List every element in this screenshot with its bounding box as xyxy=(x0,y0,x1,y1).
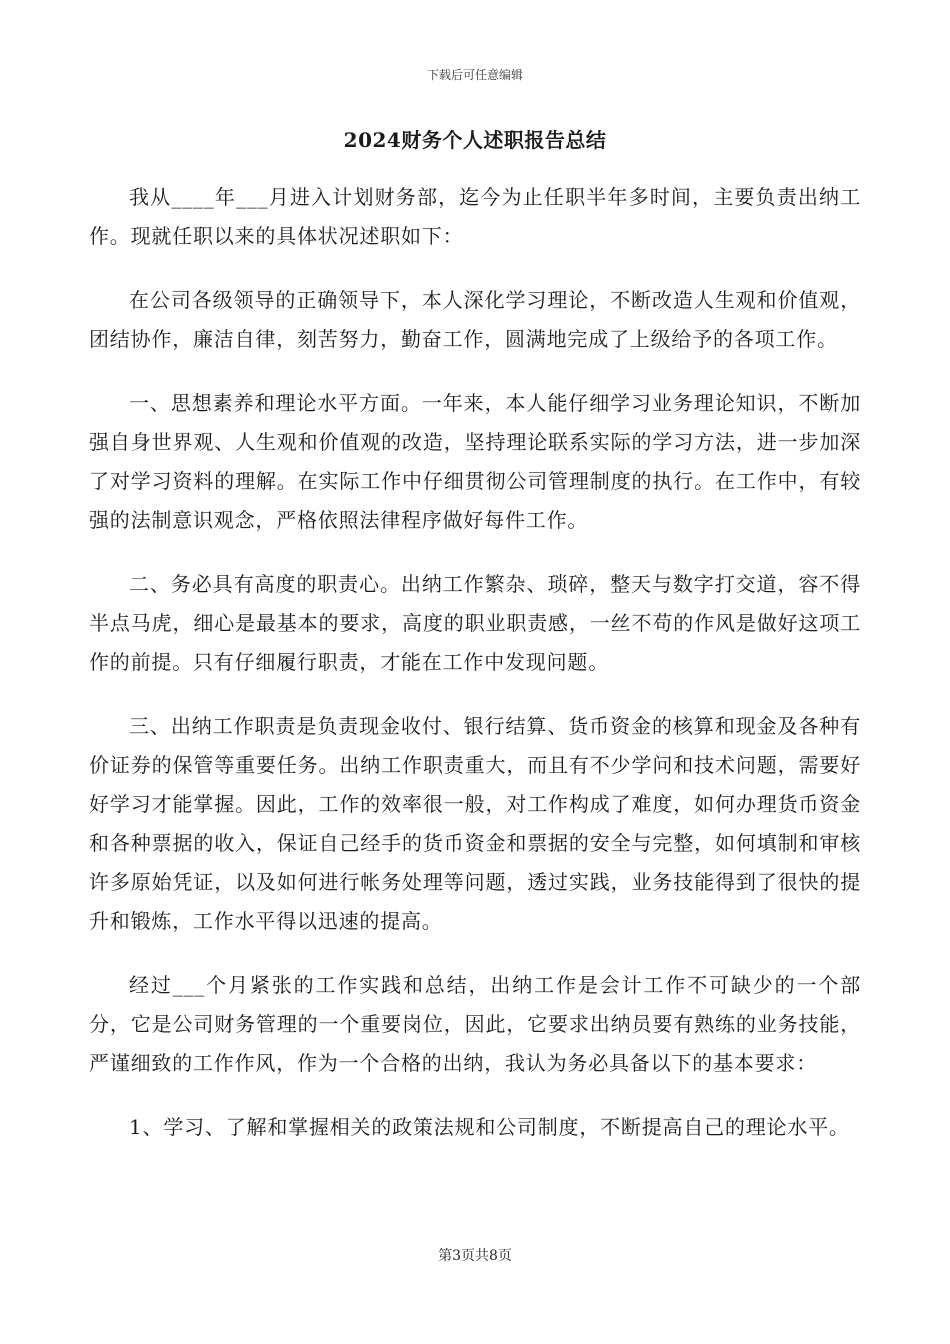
header-note: 下载后可任意编辑 xyxy=(426,68,523,82)
document-title: 2024财务个人述职报告总结 xyxy=(343,128,607,152)
paragraph: 在公司各级领导的正确领导下，本人深化学习理论，不断改造人生观和价值观，团结协作，廉洁自律，刻苦努力，勤奋工作，圆满地完成了上级给予的各项工作。 xyxy=(89,288,861,351)
paragraph: 一、思想素养和理论水平方面。一年来，本人能仔细学习业务理论知识，不断加强自身世界观、人生观和价值观的改造，坚持理论联系实际的学习方法，进一步加深了对学习资料的理解。在实际工作中仔细贯彻公司管理制度的执行。在工作中，有较强的法制意识观念，严格依照法律程序做好每件工作。 xyxy=(89,391,861,532)
paragraph: 我从____年___月进入计划财务部，迄今为止任职半年多时间，主要负责出纳工作。现就任职以来的具体状况述职如下： xyxy=(89,185,861,248)
paragraph: 三、出纳工作职责是负责现金收付、银行结算、货币资金的核算和现金及各种有价证券的保管等重要任务。出纳工作职责重大，而且有不少学问和技术问题，需要好好学习才能掌握。因此，工作的效率很一般，对工作构成了难度，如何办理货币资金和各种票据的收入，保证自己经手的货币资金和票据的安全与完整，如何填制和审核许多原始凭证，以及如何进行帐务处理等问题，透过实践，业务技能得到了很快的提升和锻炼，工作水平得以迅速的提高。 xyxy=(89,714,861,933)
document-body xyxy=(89,178,861,1172)
page-indicator: 第3页共8页 xyxy=(438,1248,512,1264)
paragraph: 经过___个月紧张的工作实践和总结，出纳工作是会计工作不可缺少的一个部分，它是公司财务管理的一个重要岗位，因此，它要求出纳员要有熟练的业务技能，严谨细致的工作作风，作为一个合格的出纳，我认为务必具备以下的基本要求： xyxy=(89,973,861,1075)
paragraph: 二、务必具有高度的职责心。出纳工作繁杂、琐碎，整天与数字打交道，容不得半点马虎，细心是最基本的要求，高度的职业职责感，一丝不苟的作风是做好这项工作的前提。只有仔细履行职责，才能在工作中发现问题。 xyxy=(89,572,861,674)
paragraph: 1、学习、了解和掌握相关的政策法规和公司制度，不断提高自己的理论水平。 xyxy=(129,1115,850,1139)
